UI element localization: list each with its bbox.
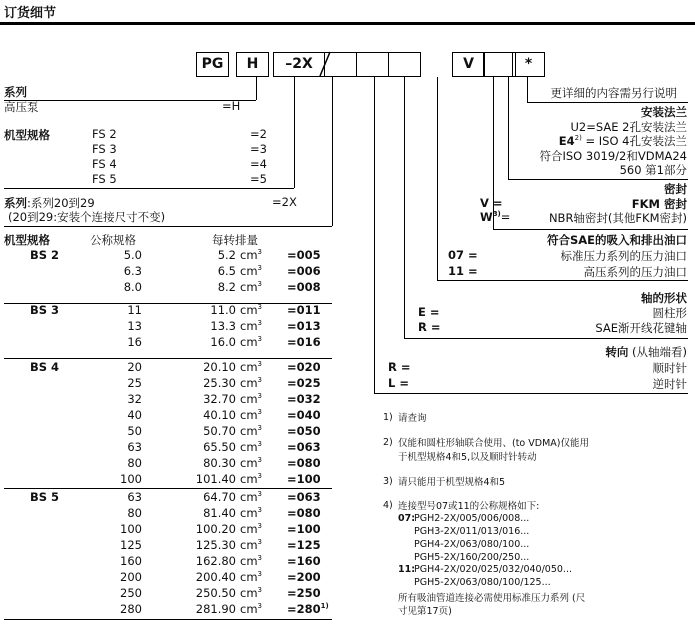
unit-label: $cm^3$ bbox=[240, 392, 262, 406]
unit-label: $cm^3$ bbox=[240, 570, 262, 584]
order-code: $=280^{1)}$ bbox=[287, 602, 329, 616]
displacement-value: 11.0 bbox=[210, 303, 236, 317]
displacement-value: 16.0 bbox=[210, 335, 236, 349]
model-list-item: PGH5-2X/063/080/100/125... bbox=[414, 577, 551, 588]
unit-label: $cm^3$ bbox=[240, 319, 262, 333]
size-code: =4 bbox=[250, 157, 267, 171]
footnote-2b: 于机型规格4和5,以及顺时针转动 bbox=[398, 452, 537, 463]
group-name: BS 4 bbox=[30, 360, 60, 374]
order-code: =100 bbox=[287, 522, 321, 536]
unit-label: $cm^3$ bbox=[240, 376, 262, 390]
displacement-value: 8.2 bbox=[217, 280, 236, 294]
order-code: =080 bbox=[287, 456, 321, 470]
model-list-item: PGH4-2X/063/080/100... bbox=[414, 539, 530, 550]
rot-r-val: 顺时针 bbox=[652, 361, 687, 375]
order-code: =013 bbox=[287, 319, 321, 333]
model-list-item: PGH5-2X/160/200/250... bbox=[414, 552, 530, 563]
size-name: FS 3 bbox=[92, 142, 117, 156]
series2-line: 系列:系列20到29 bbox=[4, 196, 95, 210]
size-name: FS 4 bbox=[92, 157, 117, 171]
footnote-2a: 仅能和圆柱形轴联合使用、(to VDMA)仅能用 bbox=[398, 438, 589, 449]
unit-label: $cm^3$ bbox=[240, 490, 262, 504]
unit-label: $cm^3$ bbox=[240, 360, 262, 374]
nominal-size: 250 bbox=[120, 586, 142, 600]
code-cell bbox=[356, 52, 389, 77]
port-11-key: 11 = bbox=[448, 264, 478, 278]
series2-code: =2X bbox=[272, 195, 297, 209]
unit-label: $cm^3$ bbox=[240, 440, 262, 454]
series-code: =H bbox=[222, 99, 241, 113]
displacement-value: 6.5 bbox=[217, 264, 236, 278]
unit-label: $cm^3$ bbox=[240, 506, 262, 520]
footnote-4-07-key: 07: bbox=[398, 513, 416, 524]
nominal-size: 16 bbox=[127, 335, 142, 349]
series-title: 系列 bbox=[4, 85, 27, 99]
seal-v-val: FKM 密封 bbox=[631, 197, 687, 211]
nominal-size: 100 bbox=[120, 472, 142, 486]
order-code: =006 bbox=[287, 264, 321, 278]
size-code: =5 bbox=[250, 172, 267, 186]
displacement-value: 13.3 bbox=[210, 319, 236, 333]
code-cell: V bbox=[452, 52, 485, 77]
unit-label: $cm^3$ bbox=[240, 538, 262, 552]
unit-label: $cm^3$ bbox=[240, 303, 262, 317]
model-list-item: PGH2-2X/005/006/008... bbox=[414, 513, 530, 524]
size-code: =3 bbox=[250, 142, 267, 156]
displacement-value: 162.80 bbox=[195, 554, 236, 568]
footnote-3-num: 3) bbox=[383, 476, 393, 487]
footnote-1: 请查询 bbox=[398, 413, 427, 424]
port-title: 符合SAE的吸入和排出油口 bbox=[546, 233, 687, 247]
order-code: =025 bbox=[287, 376, 321, 390]
nominal-size: 80 bbox=[127, 506, 142, 520]
order-code: =016 bbox=[287, 335, 321, 349]
rot-l-key: L = bbox=[388, 376, 409, 390]
unit-label: $cm^3$ bbox=[240, 248, 262, 262]
size-title: 机型规格 bbox=[4, 128, 50, 142]
footnote-2-num: 2) bbox=[383, 437, 393, 448]
nominal-size: 63 bbox=[127, 440, 142, 454]
footnote-4-note2: 寸见第17页) bbox=[398, 606, 452, 617]
slash-mark bbox=[318, 50, 332, 83]
page-title: 订货细节 bbox=[4, 6, 57, 21]
port-11-val: 高压系列的压力油口 bbox=[583, 265, 687, 279]
nominal-size: 50 bbox=[127, 424, 142, 438]
unit-label: $cm^3$ bbox=[240, 554, 262, 568]
nominal-size: 125 bbox=[120, 538, 142, 552]
displacement-value: 281.90 bbox=[195, 602, 236, 616]
displacement-value: 25.30 bbox=[203, 376, 236, 390]
displacement-value: 125.30 bbox=[195, 538, 236, 552]
shaft-e-key: E = bbox=[418, 305, 440, 319]
group-name: BS 3 bbox=[30, 303, 60, 317]
order-code: =100 bbox=[287, 472, 321, 486]
displacement-value: 40.10 bbox=[203, 408, 236, 422]
order-code: =020 bbox=[287, 360, 321, 374]
series2-note: (20到29:安装个连接尺寸不变) bbox=[8, 210, 166, 224]
seal-title: 密封 bbox=[664, 182, 687, 196]
rotation-title: 转向 (从轴端看) bbox=[605, 345, 687, 359]
divider bbox=[527, 102, 688, 103]
unit-label: $cm^3$ bbox=[240, 408, 262, 422]
unit-label: $cm^3$ bbox=[240, 456, 262, 470]
unit-label: $cm^3$ bbox=[240, 424, 262, 438]
displacement-value: 64.70 bbox=[203, 490, 236, 504]
unit-label: $cm^3$ bbox=[240, 522, 262, 536]
order-code: =050 bbox=[287, 424, 321, 438]
code-cell: –2X bbox=[273, 52, 325, 77]
displacement-value: 101.40 bbox=[195, 472, 236, 486]
order-code: =005 bbox=[287, 248, 321, 262]
model-list-item: PGH3-2X/011/013/016... bbox=[414, 526, 530, 537]
port-07-key: 07 = bbox=[448, 248, 478, 262]
flange-u2: U2=SAE 2孔安装法兰 bbox=[570, 120, 687, 134]
displacement-value: 32.70 bbox=[203, 392, 236, 406]
port-07-val: 标准压力系列的压力油口 bbox=[560, 249, 687, 263]
displacement-value: 200.40 bbox=[195, 570, 236, 584]
footnote-4-note1: 所有吸油管道连接必需使用标准压力系列 (尺 bbox=[398, 593, 586, 604]
rot-l-val: 逆时针 bbox=[652, 377, 687, 391]
displacement-value: 65.50 bbox=[203, 440, 236, 454]
displacement-value: 20.10 bbox=[203, 360, 236, 374]
order-code: =250 bbox=[287, 586, 321, 600]
model-list-item: PGH4-2X/020/025/032/040/050... bbox=[414, 564, 572, 575]
displacement-value: 80.30 bbox=[203, 456, 236, 470]
order-code: =063 bbox=[287, 490, 321, 504]
shaft-r-key: R = bbox=[418, 320, 441, 334]
title-rule bbox=[0, 22, 695, 25]
group-name: BS 5 bbox=[30, 490, 60, 504]
displacement-value: 81.40 bbox=[203, 506, 236, 520]
nominal-size: 6.3 bbox=[123, 264, 142, 278]
footnote-4-11-key: 11: bbox=[398, 564, 416, 575]
footnote-4-num: 4) bbox=[383, 500, 393, 511]
unit-label: $cm^3$ bbox=[240, 602, 262, 616]
unit-label: $cm^3$ bbox=[240, 335, 262, 349]
code-cell: * bbox=[512, 52, 545, 77]
nominal-size: 5.0 bbox=[123, 248, 142, 262]
seal-v-key: V = bbox=[480, 196, 503, 210]
unit-label: $cm^3$ bbox=[240, 280, 262, 294]
detail-note: 更详细的内容需另行说明 bbox=[550, 86, 677, 100]
nominal-size: 80 bbox=[127, 456, 142, 470]
nominal-size: 11 bbox=[127, 303, 142, 317]
footnote-4: 连接型号07或11的公称规格如下: bbox=[398, 501, 540, 512]
footnote-3: 请只能用于机型规格4和5 bbox=[398, 477, 506, 488]
flange-title: 安装法兰 bbox=[641, 105, 687, 119]
flange-iso2: 560 第1部分 bbox=[619, 163, 687, 177]
nominal-size: 32 bbox=[127, 392, 142, 406]
nominal-size: 160 bbox=[120, 554, 142, 568]
displacement-value: 250.50 bbox=[195, 586, 236, 600]
unit-label: $cm^3$ bbox=[240, 264, 262, 278]
code-cell bbox=[388, 52, 421, 77]
displacement-value: 5.2 bbox=[217, 248, 236, 262]
seal-w-key: $W^{3)}=$ bbox=[480, 210, 511, 224]
flange-iso: 符合ISO 3019/2和VDMA24 bbox=[539, 149, 687, 163]
footnote-1-num: 1) bbox=[383, 412, 393, 423]
shaft-title: 轴的形状 bbox=[641, 291, 687, 305]
size-code: =2 bbox=[250, 127, 267, 141]
order-code: =063 bbox=[287, 440, 321, 454]
nominal-size: 63 bbox=[127, 490, 142, 504]
shaft-e-val: 圆柱形 bbox=[652, 306, 687, 320]
seal-w-val: NBR轴密封(其他FKM密封) bbox=[548, 211, 687, 225]
order-code: =160 bbox=[287, 554, 321, 568]
order-code: =125 bbox=[287, 538, 321, 552]
size-name: FS 2 bbox=[92, 127, 117, 141]
order-code: =200 bbox=[287, 570, 321, 584]
nominal-size: 100 bbox=[120, 522, 142, 536]
unit-label: $cm^3$ bbox=[240, 472, 262, 486]
displacement-value: 100.20 bbox=[195, 522, 236, 536]
displacement-value: 50.70 bbox=[203, 424, 236, 438]
order-code: =080 bbox=[287, 506, 321, 520]
order-code: =032 bbox=[287, 392, 321, 406]
series-name: 高压泵 bbox=[4, 100, 39, 114]
col-disp-header: 每转排量 bbox=[212, 233, 258, 247]
flange-e4: E4$^{2)}$ = ISO 4孔安装法兰 bbox=[558, 134, 687, 148]
order-code: =008 bbox=[287, 280, 321, 294]
col-size-header: 机型规格 bbox=[4, 233, 50, 247]
order-code: =011 bbox=[287, 303, 321, 317]
code-cell: PG bbox=[196, 52, 229, 77]
nominal-size: 13 bbox=[127, 319, 142, 333]
code-cell: H bbox=[236, 52, 269, 77]
nominal-size: 25 bbox=[127, 376, 142, 390]
nominal-size: 8.0 bbox=[123, 280, 142, 294]
size-name: FS 5 bbox=[92, 172, 117, 186]
unit-label: $cm^3$ bbox=[240, 586, 262, 600]
nominal-size: 40 bbox=[127, 408, 142, 422]
col-nominal-header: 公称规格 bbox=[90, 233, 136, 247]
nominal-size: 280 bbox=[120, 602, 142, 616]
shaft-r-val: SAE渐开线花键轴 bbox=[595, 321, 687, 335]
nominal-size: 20 bbox=[127, 360, 142, 374]
nominal-size: 200 bbox=[120, 570, 142, 584]
group-name: BS 2 bbox=[30, 248, 60, 262]
rot-r-key: R = bbox=[388, 360, 411, 374]
order-code: =040 bbox=[287, 408, 321, 422]
